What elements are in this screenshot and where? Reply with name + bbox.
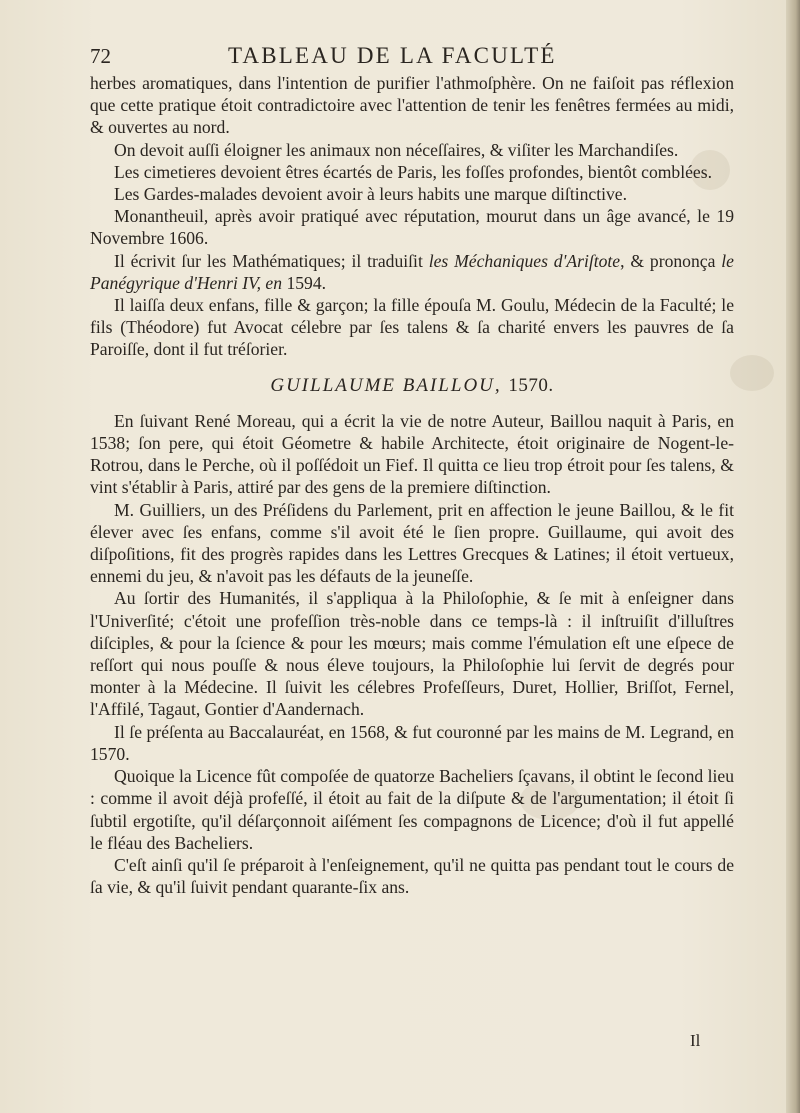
- paragraph: Monantheuil, après avoir pratiqué avec réputation, mourut dans un âge avancé, le 19 Novembre 1606.: [90, 206, 734, 249]
- page-body: [90, 72, 734, 898]
- italic-title: les Méchaniques d'Ariſtote: [428, 250, 621, 271]
- italic-title: le Panégyrique d'Henri IV, en: [90, 250, 734, 293]
- paragraph: Les Gardes-malades devoient avoir à leurs habits une marque diſtinctive.: [114, 184, 627, 205]
- running-title: TABLEAU DE LA FACULTÉ: [228, 43, 557, 68]
- page-header: [90, 44, 730, 72]
- paragraph: C'eſt ainſi qu'il ſe préparoit à l'enſeignement, qu'il ne quitta pas pendant tout le cours de ſa vie, & qu'il ſuivit pendant quarante-ſix ans.: [90, 854, 734, 898]
- section-heading: [90, 375, 734, 397]
- paragraph: [90, 250, 734, 294]
- page-edge: [786, 0, 800, 1113]
- text-run: 1594.: [282, 272, 327, 293]
- paragraph: Quoique la Licence fût compoſée de quatorze Bacheliers ſçavans, il obtint le ſecond lieu : comme il avoit déjà profeſſé, il étoit au fait de la diſpute & de l'argumentation; il étoit ſi ſubtil ergotiſte, qu'il déſarçonnoit aiſément ſes compagnons de Licence; d'où il fut appellé le fléau des Bacheliers.: [90, 766, 734, 853]
- catchword: Il: [690, 1031, 701, 1050]
- paper-stain: [730, 355, 774, 391]
- paragraph: M. Guilliers, un des Préſidens du Parlement, prit en affection le jeune Baillou, & le fit élever avec ſes enfans, comme s'il avoit été le ſien propre. Guillaume, qui avoit des diſpoſitions, fit des progrès rapides dans les Lettres Grecques & Latines; il étoit vertueux, ennemi du jeu, & n'avoit pas les défauts de la jeuneſſe.: [90, 499, 734, 587]
- paragraph: En ſuivant René Moreau, qui a écrit la vie de notre Auteur, Baillou naquit à Paris, en 1538; ſon pere, qui étoit Géometre & habile Architecte, étoit originaire de Nogent-le-Rotrou, dans le Perche, où il poſſédoit un Fief. Il quitta ce lieu trop étroit pour ſes talens, & vint s'établir à Paris, attiré par des gens de la premiere diſtinction.: [90, 410, 734, 498]
- paragraph: herbes aromatiques, dans l'intention de purifier l'athmoſphère. On ne faiſoit pas réflexion que cette pratique étoit contradictoire avec l'attention de tenir les fenêtres fermées au midi, & ouvertes au nord.: [90, 73, 734, 138]
- paragraph: Au ſortir des Humanités, il s'appliqua à la Philoſophie, & ſe mit à enſeigner dans l'Univerſité; c'étoit une profeſſion très-noble dans ce temps-là : il inſtruiſit d'illuſtres diſciples, & pour la ſcience & pour les mœurs; mais comme l'émulation eſt une eſpece de reſſort qui nous pouſſe & nous éleve toujours, la Philoſophie lui ſervit de degrés pour monter à la Médecine. Il ſuivit les célebres Profeſſeurs, Duret, Hollier, Briſſot, Fernel, l'Affilé, Tagaut, Gontier d'Aandernach.: [90, 588, 734, 720]
- paragraph: Il ſe préſenta au Baccalauréat, en 1568, & fut couronné par les mains de M. Legrand, en 1570.: [90, 721, 734, 764]
- paragraph: On devoit auſſi éloigner les animaux non néceſſaires, & viſiter les Marchandiſes.: [114, 139, 679, 160]
- heading-year: 1570.: [508, 374, 554, 396]
- text-run: Il écrivit ſur les Mathématiques; il traduiſit: [114, 250, 429, 271]
- heading-name: GUILLAUME BAILLOU,: [270, 374, 502, 396]
- page-number: 72: [90, 44, 111, 68]
- paragraph: Il laiſſa deux enfans, fille & garçon; la fille épouſa M. Goulu, Médecin de la Faculté; le fils (Théodore) fut Avocat célebre par ſes talens & ſa charité envers les pauvres de ſa Paroiſſe, dont il fut tréſorier.: [90, 295, 734, 360]
- paragraph: Les cimetieres devoient êtres écartés de Paris, les foſſes profondes, bientôt comblées.: [114, 161, 712, 182]
- text-run: , & prononça: [620, 250, 722, 271]
